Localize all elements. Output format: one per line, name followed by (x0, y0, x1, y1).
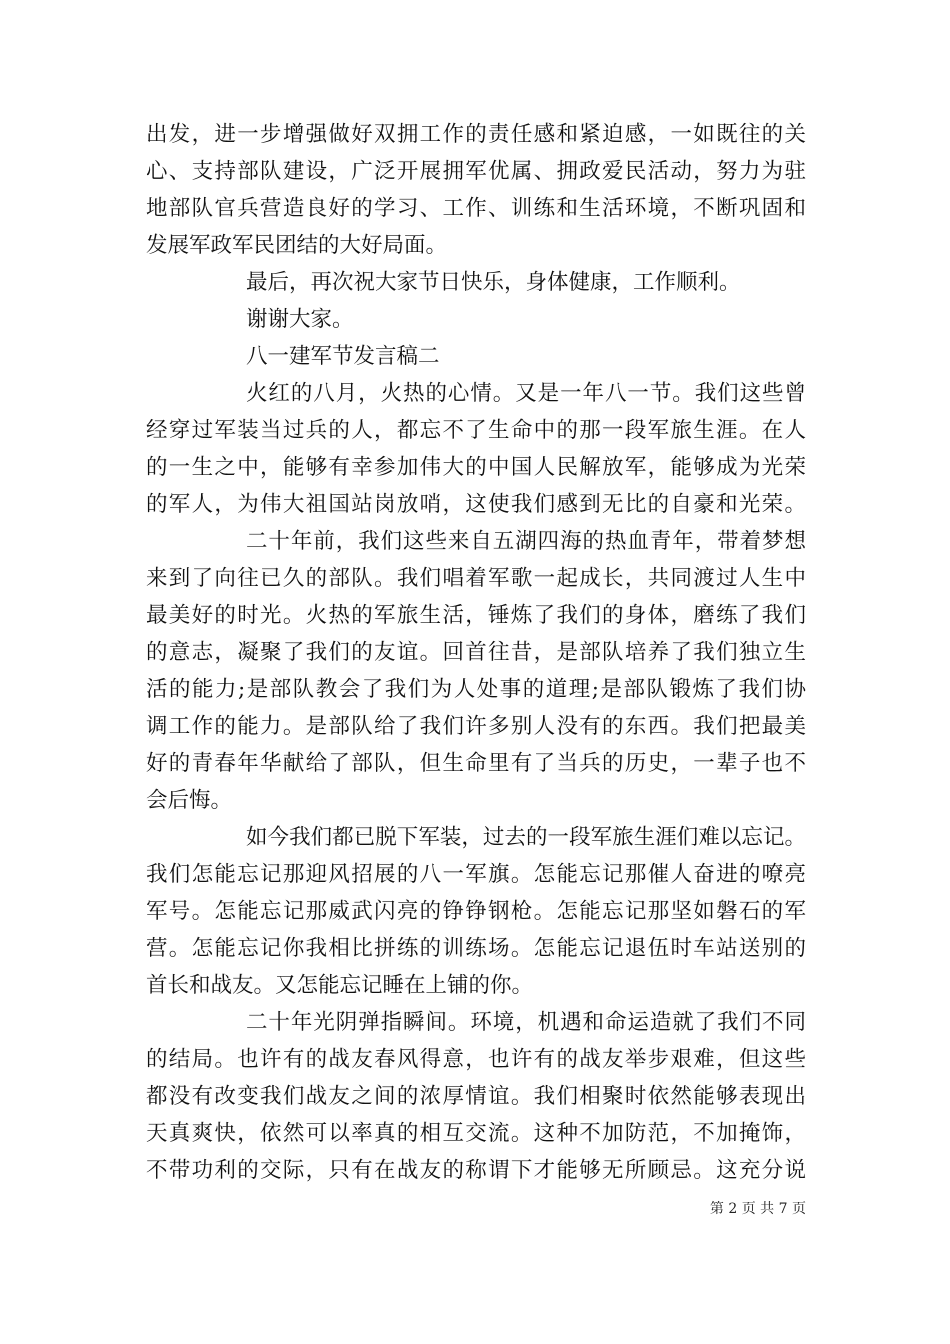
paragraph-line: 天真爽快，依然可以率真的相互交流。这种不加防范，不加掩饰， (146, 1121, 806, 1146)
paragraph-line: 经穿过军装当过兵的人，都忘不了生命中的那一段军旅生涯。在人 (146, 418, 806, 443)
paragraph-line: 来到了向往已久的部队。我们唱着军歌一起成长，共同渡过人生中 (146, 566, 806, 591)
paragraph-line: 活的能力;是部队教会了我们为人处事的道理;是部队锻炼了我们协 (146, 677, 806, 702)
paragraph-line: 二十年前，我们这些来自五湖四海的热血青年，带着梦想 (246, 529, 806, 554)
section-heading: 八一建军节发言稿二 (246, 344, 440, 369)
paragraph-line: 火红的八月，火热的心情。又是一年八一节。我们这些曾 (246, 381, 806, 406)
paragraph-line: 的结局。也许有的战友春风得意，也许有的战友举步艰难，但这些 (146, 1047, 806, 1072)
paragraph-line: 地部队官兵营造良好的学习、工作、训练和生活环境，不断巩固和 (146, 196, 806, 221)
paragraph-line: 我们怎能忘记那迎风招展的八一军旗。怎能忘记那催人奋进的嘹亮 (146, 862, 806, 887)
paragraph-line: 二十年光阴弹指瞬间。环境，机遇和命运造就了我们不同 (246, 1010, 806, 1035)
paragraph-line: 出发，进一步增强做好双拥工作的责任感和紧迫感，一如既往的关 (146, 122, 806, 147)
paragraph-line: 会后悔。 (146, 788, 233, 813)
paragraph-line: 谢谢大家。 (246, 307, 354, 332)
paragraph-line: 军号。怎能忘记那威武闪亮的铮铮钢枪。怎能忘记那坚如磐石的军 (146, 899, 806, 924)
paragraph-line: 都没有改变我们战友之间的浓厚情谊。我们相聚时依然能够表现出 (146, 1084, 806, 1109)
paragraph-line: 发展军政军民团结的大好局面。 (146, 233, 448, 258)
paragraph-line: 调工作的能力。是部队给了我们许多别人没有的东西。我们把最美 (146, 714, 806, 739)
paragraph-line: 营。怎能忘记你我相比拼练的训练场。怎能忘记退伍时车站送别的 (146, 936, 806, 961)
paragraph-line: 如今我们都已脱下军装，过去的一段军旅生涯们难以忘记。 (246, 825, 806, 850)
paragraph-line: 的一生之中，能够有幸参加伟大的中国人民解放军，能够成为光荣 (146, 455, 806, 480)
page-number: 第 2 页 共 7 页 (709, 1201, 806, 1217)
paragraph-line: 首长和战友。又怎能忘记睡在上铺的你。 (146, 973, 534, 998)
paragraph-line: 心、支持部队建设，广泛开展拥军优属、拥政爱民活动，努力为驻 (146, 159, 806, 184)
paragraph-line: 不带功利的交际，只有在战友的称谓下才能够无所顾忌。这充分说 (146, 1158, 806, 1183)
paragraph-line: 的意志，凝聚了我们的友谊。回首往昔，是部队培养了我们独立生 (146, 640, 806, 665)
paragraph-line: 最后，再次祝大家节日快乐，身体健康，工作顺利。 (246, 270, 741, 295)
paragraph-line: 好的青春年华献给了部队，但生命里有了当兵的历史，一辈子也不 (146, 751, 806, 776)
paragraph-line: 最美好的时光。火热的军旅生活，锤炼了我们的身体，磨练了我们 (146, 603, 806, 628)
paragraph-line: 的军人，为伟大祖国站岗放哨，这使我们感到无比的自豪和光荣。 (146, 492, 806, 517)
